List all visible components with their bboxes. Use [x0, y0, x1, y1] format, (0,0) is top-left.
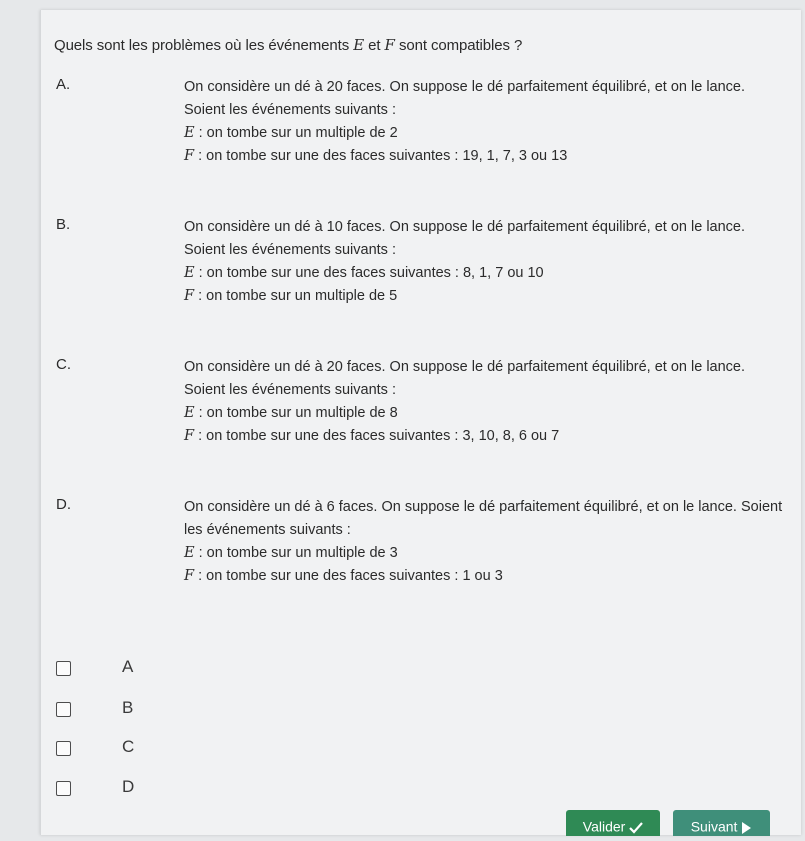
event-e-text: : on tombe sur un multiple de 8	[194, 405, 398, 421]
choice-label: C	[122, 737, 135, 756]
problem-letter: B.	[56, 216, 71, 233]
question-after: sont compatibles ?	[398, 37, 523, 54]
check-icon	[629, 818, 643, 834]
next-label: Suivant	[690, 818, 738, 835]
choice-c[interactable]	[56, 737, 196, 761]
event-e-label: E	[184, 265, 195, 281]
event-e-line	[184, 402, 784, 425]
event-e-label: E	[184, 545, 195, 561]
event-e-line	[184, 122, 784, 145]
problem-body	[184, 496, 784, 588]
problem-intro: On considère un dé à 6 faces. On suppose le dé parfaitement équilibré, et on le lance. Soient les événements suivants :	[184, 499, 783, 538]
event-e-label: E	[184, 125, 195, 141]
problem-intro: On considère un dé à 20 faces. On suppose le dé parfaitement équilibré, et on le lance.	[184, 79, 746, 95]
question-before: Quels sont les problèmes où les événements	[54, 37, 350, 54]
event-f-text: : on tombe sur une des faces suivantes : 19, 1, 7, 3 ou 13	[194, 148, 568, 164]
checkbox[interactable]	[56, 702, 71, 717]
event-e-label: E	[184, 405, 195, 421]
problem-intro: On considère un dé à 20 faces. On suppose le dé parfaitement équilibré, et on le lance.	[184, 359, 746, 375]
event-f-line	[184, 145, 784, 168]
event-f-label: F	[184, 148, 195, 164]
event-f-text: : on tombe sur un multiple de 5	[194, 288, 398, 304]
question-text	[54, 36, 522, 54]
problem-body	[184, 356, 784, 448]
next-button[interactable]	[673, 810, 770, 836]
event-f-line	[184, 565, 784, 588]
events-intro: Soient les événements suivants :	[184, 102, 396, 118]
events-intro: Soient les événements suivants :	[184, 242, 396, 258]
event-e-symbol: E	[353, 36, 365, 54]
events-intro: Soient les événements suivants :	[184, 382, 396, 398]
choice-d[interactable]	[56, 777, 196, 801]
validate-label: Valider	[582, 818, 626, 835]
validate-button[interactable]	[566, 810, 660, 836]
choice-label: A	[122, 657, 134, 676]
event-f-label: F	[184, 288, 195, 304]
event-e-line	[184, 542, 784, 565]
event-e-line	[184, 262, 784, 285]
problem-letter: D.	[56, 496, 71, 513]
problem-body	[184, 216, 784, 308]
event-f-text: : on tombe sur une des faces suivantes : 1 ou 3	[194, 568, 503, 584]
choice-label: D	[122, 777, 135, 796]
problem-letter: A.	[56, 76, 71, 93]
event-e-text: : on tombe sur un multiple de 3	[194, 545, 398, 561]
checkbox[interactable]	[56, 781, 71, 796]
event-f-symbol: F	[384, 36, 395, 54]
choice-label: B	[122, 698, 134, 717]
checkbox[interactable]	[56, 741, 71, 756]
event-f-label: F	[184, 428, 195, 444]
event-f-text: : on tombe sur une des faces suivantes : 3, 10, 8, 6 ou 7	[194, 428, 560, 444]
event-f-line	[184, 285, 784, 308]
choice-b[interactable]	[56, 698, 196, 722]
event-f-line	[184, 425, 784, 448]
question-and: et	[368, 37, 381, 54]
choice-a[interactable]	[56, 657, 196, 681]
checkbox[interactable]	[56, 661, 71, 676]
problem-body	[184, 76, 784, 168]
problem-intro: On considère un dé à 10 faces. On suppose le dé parfaitement équilibré, et on le lance.	[184, 219, 746, 235]
event-e-text: : on tombe sur une des faces suivantes : 8, 1, 7 ou 10	[194, 265, 544, 281]
play-arrow-icon	[741, 818, 752, 834]
problem-letter: C.	[56, 356, 71, 373]
event-f-label: F	[184, 568, 195, 584]
event-e-text: : on tombe sur un multiple de 2	[194, 125, 398, 141]
